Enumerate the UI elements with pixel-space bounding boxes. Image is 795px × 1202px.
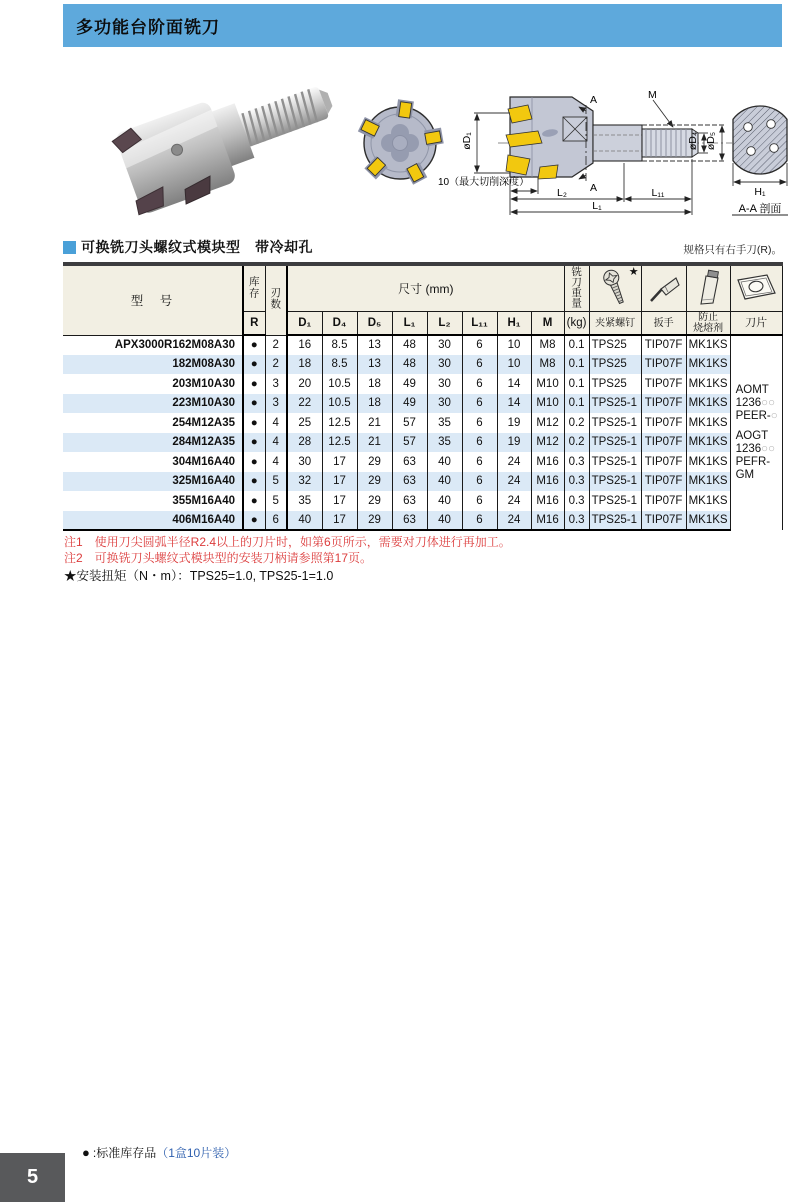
header-dim-l1: L₁ — [392, 312, 427, 336]
h1-cell: 14 — [497, 394, 531, 414]
model-cell: 223M10A30 — [63, 394, 243, 414]
header-weight-sub: (kg) — [564, 312, 589, 336]
m-cell: M12 — [531, 433, 564, 453]
d1-cell: 40 — [287, 511, 322, 531]
label-a-bottom: A — [590, 182, 598, 194]
h1-cell: 14 — [497, 374, 531, 394]
d5-cell: 21 — [357, 433, 392, 453]
model-cell: 284M12A35 — [63, 433, 243, 453]
d5-cell: 18 — [357, 394, 392, 414]
footnote-1: 注1 使用刀尖圆弧半径R2.4以上的刀片时，如第6页所示，需要对刀体进行再加工。 — [64, 535, 511, 549]
h1-cell: 24 — [497, 511, 531, 531]
d1-cell: 35 — [287, 491, 322, 511]
h1-cell: 24 — [497, 491, 531, 511]
wrench-cell: TIP07F — [641, 511, 686, 531]
page-title: 多功能台阶面铣刀 — [76, 18, 220, 37]
model-cell: 254M12A35 — [63, 413, 243, 433]
m-cell: M12 — [531, 413, 564, 433]
label-h1: H₁ — [754, 186, 766, 198]
l1-cell: 63 — [392, 452, 427, 472]
d4-cell: 17 — [322, 511, 357, 531]
stock-cell: ● — [243, 433, 265, 453]
header-wrench-label: 扳手 — [641, 312, 686, 336]
section-header — [63, 237, 782, 257]
kg-cell: 0.1 — [564, 374, 589, 394]
aa-section-view — [733, 106, 787, 186]
stock-dot-icon: ● — [82, 1145, 90, 1160]
legend-text: :标准库存品 — [92, 1146, 157, 1160]
d5-cell: 13 — [357, 335, 392, 355]
stock-cell: ● — [243, 491, 265, 511]
legend-pack-link[interactable]: （1盒10片装） — [156, 1146, 237, 1160]
d1-cell: 28 — [287, 433, 322, 453]
d4-cell: 10.5 — [322, 374, 357, 394]
clamp-screw-icon — [600, 268, 630, 306]
table-row — [63, 472, 782, 492]
header-dim-l11: L₁₁ — [462, 312, 497, 336]
page-number-box — [0, 1153, 65, 1202]
l11-cell: 6 — [462, 491, 497, 511]
stock-cell: ● — [243, 355, 265, 375]
model-cell: 325M16A40 — [63, 472, 243, 492]
d5-cell: 13 — [357, 355, 392, 375]
torque-note: ★安装扭矩（N・m）：TPS25=1.0, TPS25-1=1.0 — [64, 569, 334, 583]
antiseize-cell: MK1KS — [686, 394, 730, 414]
header-insert-icon-cell — [730, 264, 782, 312]
teeth-cell: 5 — [265, 491, 287, 511]
wrench-icon — [647, 270, 681, 304]
teeth-cell: 5 — [265, 472, 287, 492]
header-weight: 铣刀重量 — [564, 264, 589, 312]
insert-icon — [733, 271, 779, 303]
model-cell: 355M16A40 — [63, 491, 243, 511]
stock-cell: ● — [243, 472, 265, 492]
spec-table-body — [63, 335, 782, 530]
table-row — [63, 413, 782, 433]
stock-cell: ● — [243, 413, 265, 433]
d4-cell: 10.5 — [322, 394, 357, 414]
insert-block: AOGT 1236○○ PEFR-GM — [735, 430, 776, 481]
l11-cell: 6 — [462, 433, 497, 453]
l1-cell: 48 — [392, 335, 427, 355]
kg-cell: 0.1 — [564, 394, 589, 414]
table-row — [63, 394, 782, 414]
wrench-cell: TIP07F — [641, 413, 686, 433]
screw-cell: TPS25-1 — [589, 394, 641, 414]
d1-cell: 30 — [287, 452, 322, 472]
screw-cell: TPS25 — [589, 374, 641, 394]
title-banner — [63, 4, 782, 47]
table-row — [63, 335, 782, 355]
h1-cell: 10 — [497, 355, 531, 375]
table-row — [63, 355, 782, 375]
header-wrench-icon-cell — [641, 264, 686, 312]
d5-cell: 29 — [357, 511, 392, 531]
label-d1: øD₁ — [461, 132, 473, 150]
antiseize-tube-icon — [693, 268, 723, 306]
label-l11: L₁₁ — [651, 187, 665, 199]
teeth-cell: 3 — [265, 374, 287, 394]
d5-cell: 29 — [357, 452, 392, 472]
l11-cell: 6 — [462, 374, 497, 394]
insert-block: AOMT 1236○○ PEER-○ — [735, 384, 778, 422]
m-cell: M8 — [531, 335, 564, 355]
l11-cell: 6 — [462, 511, 497, 531]
l2-cell: 35 — [427, 433, 462, 453]
h1-cell: 24 — [497, 452, 531, 472]
l11-cell: 6 — [462, 355, 497, 375]
label-a-top: A — [590, 94, 598, 106]
wrench-cell: TIP07F — [641, 491, 686, 511]
l1-cell: 63 — [392, 491, 427, 511]
header-teeth: 刃数 — [265, 264, 287, 335]
table-row — [63, 374, 782, 394]
page-number: 5 — [26, 1166, 39, 1188]
antiseize-cell: MK1KS — [686, 335, 730, 355]
d4-cell: 17 — [322, 452, 357, 472]
spec-table — [63, 262, 783, 531]
teeth-cell: 4 — [265, 433, 287, 453]
header-dim-m: M — [531, 312, 564, 336]
m-cell: M16 — [531, 511, 564, 531]
wrench-cell: TIP07F — [641, 394, 686, 414]
header-antiseize-label: 防止 烧熔剂 — [686, 312, 730, 336]
spec-note: 规格只有右手刀(R)。 — [683, 244, 782, 256]
label-m: M — [648, 89, 657, 101]
stock-cell: ● — [243, 374, 265, 394]
antiseize-cell: MK1KS — [686, 452, 730, 472]
d1-cell: 25 — [287, 413, 322, 433]
model-cell: 203M10A30 — [63, 374, 243, 394]
side-view-body — [506, 97, 698, 179]
m-cell: M10 — [531, 374, 564, 394]
section-bullet-icon — [63, 241, 76, 254]
kg-cell: 0.1 — [564, 355, 589, 375]
wrench-cell: TIP07F — [641, 452, 686, 472]
l2-cell: 30 — [427, 374, 462, 394]
table-row — [63, 433, 782, 453]
d5-cell: 18 — [357, 374, 392, 394]
header-screw-icon-cell — [589, 264, 641, 312]
d1-cell: 20 — [287, 374, 322, 394]
m-cell: M16 — [531, 491, 564, 511]
label-l2: L₂ — [557, 187, 567, 199]
header-stock: 库存 — [243, 264, 265, 312]
wrench-cell: TIP07F — [641, 374, 686, 394]
l2-cell: 30 — [427, 394, 462, 414]
l11-cell: 6 — [462, 472, 497, 492]
header-stock-sub: R — [243, 312, 265, 336]
l11-cell: 6 — [462, 452, 497, 472]
antiseize-cell: MK1KS — [686, 511, 730, 531]
d1-cell: 18 — [287, 355, 322, 375]
kg-cell: 0.3 — [564, 452, 589, 472]
screw-cell: TPS25 — [589, 335, 641, 355]
l1-cell: 48 — [392, 355, 427, 375]
model-cell: 182M08A30 — [63, 355, 243, 375]
label-d4: øD₄ — [687, 131, 699, 151]
l2-cell: 40 — [427, 511, 462, 531]
kg-cell: 0.1 — [564, 335, 589, 355]
label-depth: 10（最大切削深度） — [438, 177, 530, 188]
d4-cell: 12.5 — [322, 433, 357, 453]
d5-cell: 21 — [357, 413, 392, 433]
model-cell: APX3000R162M08A30 — [63, 335, 243, 355]
l2-cell: 30 — [427, 335, 462, 355]
stock-legend — [82, 1144, 236, 1161]
l1-cell: 49 — [392, 394, 427, 414]
wrench-cell: TIP07F — [641, 472, 686, 492]
d4-cell: 8.5 — [322, 335, 357, 355]
teeth-cell: 3 — [265, 394, 287, 414]
d4-cell: 17 — [322, 472, 357, 492]
kg-cell: 0.2 — [564, 413, 589, 433]
header-insert-label: 刀片 — [730, 312, 782, 336]
antiseize-cell: MK1KS — [686, 413, 730, 433]
header-dim-d4: D₄ — [322, 312, 357, 336]
antiseize-cell: MK1KS — [686, 355, 730, 375]
teeth-cell: 2 — [265, 355, 287, 375]
cutter-photo — [100, 80, 360, 225]
screw-cell: TPS25-1 — [589, 433, 641, 453]
d4-cell: 8.5 — [322, 355, 357, 375]
header-antiseize-icon-cell — [686, 264, 730, 312]
l1-cell: 63 — [392, 511, 427, 531]
kg-cell: 0.3 — [564, 511, 589, 531]
header-model: 型 号 — [63, 264, 243, 335]
l2-cell: 40 — [427, 472, 462, 492]
m-cell: M8 — [531, 355, 564, 375]
l1-cell: 57 — [392, 433, 427, 453]
label-aa-section: A-A 剖面 — [738, 203, 782, 215]
header-dim-h1: H₁ — [497, 312, 531, 336]
antiseize-cell: MK1KS — [686, 472, 730, 492]
label-l1: L₁ — [592, 200, 602, 212]
d4-cell: 17 — [322, 491, 357, 511]
section-title: 可换铣刀头螺纹式模块型 带冷却孔 — [81, 239, 313, 255]
l1-cell: 49 — [392, 374, 427, 394]
kg-cell: 0.2 — [564, 433, 589, 453]
l11-cell: 6 — [462, 335, 497, 355]
h1-cell: 19 — [497, 433, 531, 453]
table-row — [63, 491, 782, 511]
header-dim-l2: L₂ — [427, 312, 462, 336]
kg-cell: 0.3 — [564, 491, 589, 511]
star-icon: ★ — [628, 266, 639, 278]
footnote-2: 注2 可换铣刀头螺纹式模块型的安装刀柄请参照第17页。 — [64, 551, 373, 565]
l1-cell: 63 — [392, 472, 427, 492]
insert-grades-cell — [730, 335, 782, 530]
l11-cell: 6 — [462, 394, 497, 414]
teeth-cell: 4 — [265, 452, 287, 472]
antiseize-cell: MK1KS — [686, 491, 730, 511]
cutter-side-view — [432, 85, 795, 230]
l2-cell: 40 — [427, 491, 462, 511]
header-dim-d5: D₅ — [357, 312, 392, 336]
label-d5: øD₅ — [705, 131, 717, 151]
l2-cell: 40 — [427, 452, 462, 472]
header-dims-group: 尺寸 (mm) — [287, 264, 564, 312]
screw-cell: TPS25-1 — [589, 472, 641, 492]
wrench-cell: TIP07F — [641, 335, 686, 355]
d1-cell: 32 — [287, 472, 322, 492]
m-cell: M16 — [531, 452, 564, 472]
l2-cell: 35 — [427, 413, 462, 433]
stock-cell: ● — [243, 511, 265, 531]
d5-cell: 29 — [357, 472, 392, 492]
header-screw-label: 夹紧螺钉 — [589, 312, 641, 336]
l1-cell: 57 — [392, 413, 427, 433]
d1-cell: 16 — [287, 335, 322, 355]
teeth-cell: 4 — [265, 413, 287, 433]
m-leader — [653, 100, 673, 127]
d1-cell: 22 — [287, 394, 322, 414]
screw-cell: TPS25-1 — [589, 491, 641, 511]
h1-cell: 24 — [497, 472, 531, 492]
screw-cell: TPS25-1 — [589, 452, 641, 472]
l11-cell: 6 — [462, 413, 497, 433]
cutter-body-group — [110, 80, 347, 220]
antiseize-cell: MK1KS — [686, 374, 730, 394]
table-row — [63, 452, 782, 472]
stock-cell: ● — [243, 394, 265, 414]
stock-cell: ● — [243, 335, 265, 355]
wrench-cell: TIP07F — [641, 433, 686, 453]
m-cell: M10 — [531, 394, 564, 414]
kg-cell: 0.3 — [564, 472, 589, 492]
screw-cell: TPS25-1 — [589, 413, 641, 433]
model-cell: 304M16A40 — [63, 452, 243, 472]
teeth-cell: 2 — [265, 335, 287, 355]
antiseize-cell: MK1KS — [686, 433, 730, 453]
teeth-cell: 6 — [265, 511, 287, 531]
m-cell: M16 — [531, 472, 564, 492]
screw-cell: TPS25 — [589, 355, 641, 375]
stock-cell: ● — [243, 452, 265, 472]
wrench-cell: TIP07F — [641, 355, 686, 375]
h1-cell: 19 — [497, 413, 531, 433]
d5-cell: 29 — [357, 491, 392, 511]
header-dim-d1: D₁ — [287, 312, 322, 336]
model-cell: 406M16A40 — [63, 511, 243, 531]
h1-cell: 10 — [497, 335, 531, 355]
screw-cell: TPS25-1 — [589, 511, 641, 531]
l2-cell: 30 — [427, 355, 462, 375]
d4-cell: 12.5 — [322, 413, 357, 433]
table-row — [63, 511, 782, 531]
